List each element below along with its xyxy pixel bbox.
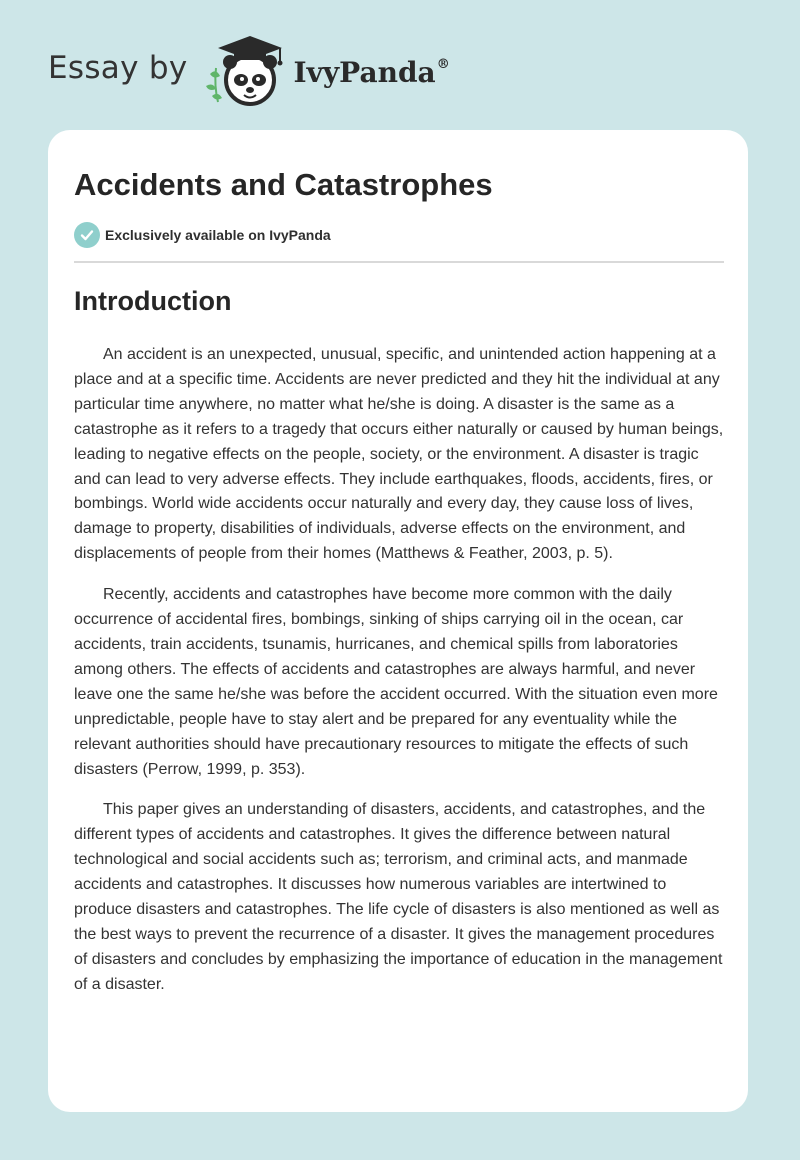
essay-by-label: Essay by xyxy=(48,50,188,86)
essay-card xyxy=(48,130,748,1112)
section-heading: Introduction xyxy=(74,286,232,316)
paragraph: An accident is an unexpected, unusual, specific, and unintended action happening at a place and at a specific time. Accidents are never predicted and they hit the individual at any particular time anywhere, no matter what he/she is doing. A disaster is the same as a catastrophe as it refers to a tragedy that occurs either naturally or caused by human beings, leading to negative effects on the people, society, or the environment. A disaster is tragic and can lead to very adverse effects. They include earthquakes, floods, accidents, fires, or bombings. World wide accidents occur naturally and every day, they cause loss of lives, damage to property, disabilities of individuals, adverse effects on the environment, and displacements of people from their homes (Matthews & Feather, 2003, p. 5). xyxy=(74,346,724,563)
page-title: Accidents and Catastrophes xyxy=(74,167,493,202)
site-header xyxy=(48,30,450,110)
paragraph: This paper gives an understanding of disasters, accidents, and catastrophes, and the different types of accidents and catastrophes. It gives the difference between natural technological and social accidents such as; terrorism, and criminal acts, and manmade accidents and catastrophes. It discusses how numerous variables are intertwined to produce disasters and catastrophes. The life cycle of disasters is also mentioned as well as the best ways to prevent the recurrence of a disaster. It gives the management procedures of disasters and concludes by emphasizing the importance of education in the management of a disaster. xyxy=(74,801,723,993)
badge-label: Exclusively available on IvyPanda xyxy=(105,227,331,243)
panda-graduate-icon xyxy=(200,30,290,110)
essay-body xyxy=(74,343,724,1014)
divider xyxy=(74,261,724,263)
brand-name: IvyPanda® xyxy=(293,55,450,89)
paragraph: Recently, accidents and catastrophes have become more common with the daily occurrence of accidental fires, bombings, sinking of ships carrying oil in the ocean, car accidents, train accidents, tsunamis, hurricanes, and chemical spills from laboratories among others. The effects of accidents and catastrophes are always harmful, and never leave one the same he/she was before the accident occurred. With the situation even more unpredictable, people have to stay alert and be prepared for any eventuality while the relevant authorities should have precautionary resources to mitigate the effects of such disasters (Perrow, 1999, p. 353). xyxy=(74,586,718,778)
exclusive-badge xyxy=(74,222,331,248)
checkmark-icon xyxy=(74,222,100,248)
ivypanda-logo[interactable] xyxy=(200,30,450,110)
registered-mark: ® xyxy=(436,56,450,72)
